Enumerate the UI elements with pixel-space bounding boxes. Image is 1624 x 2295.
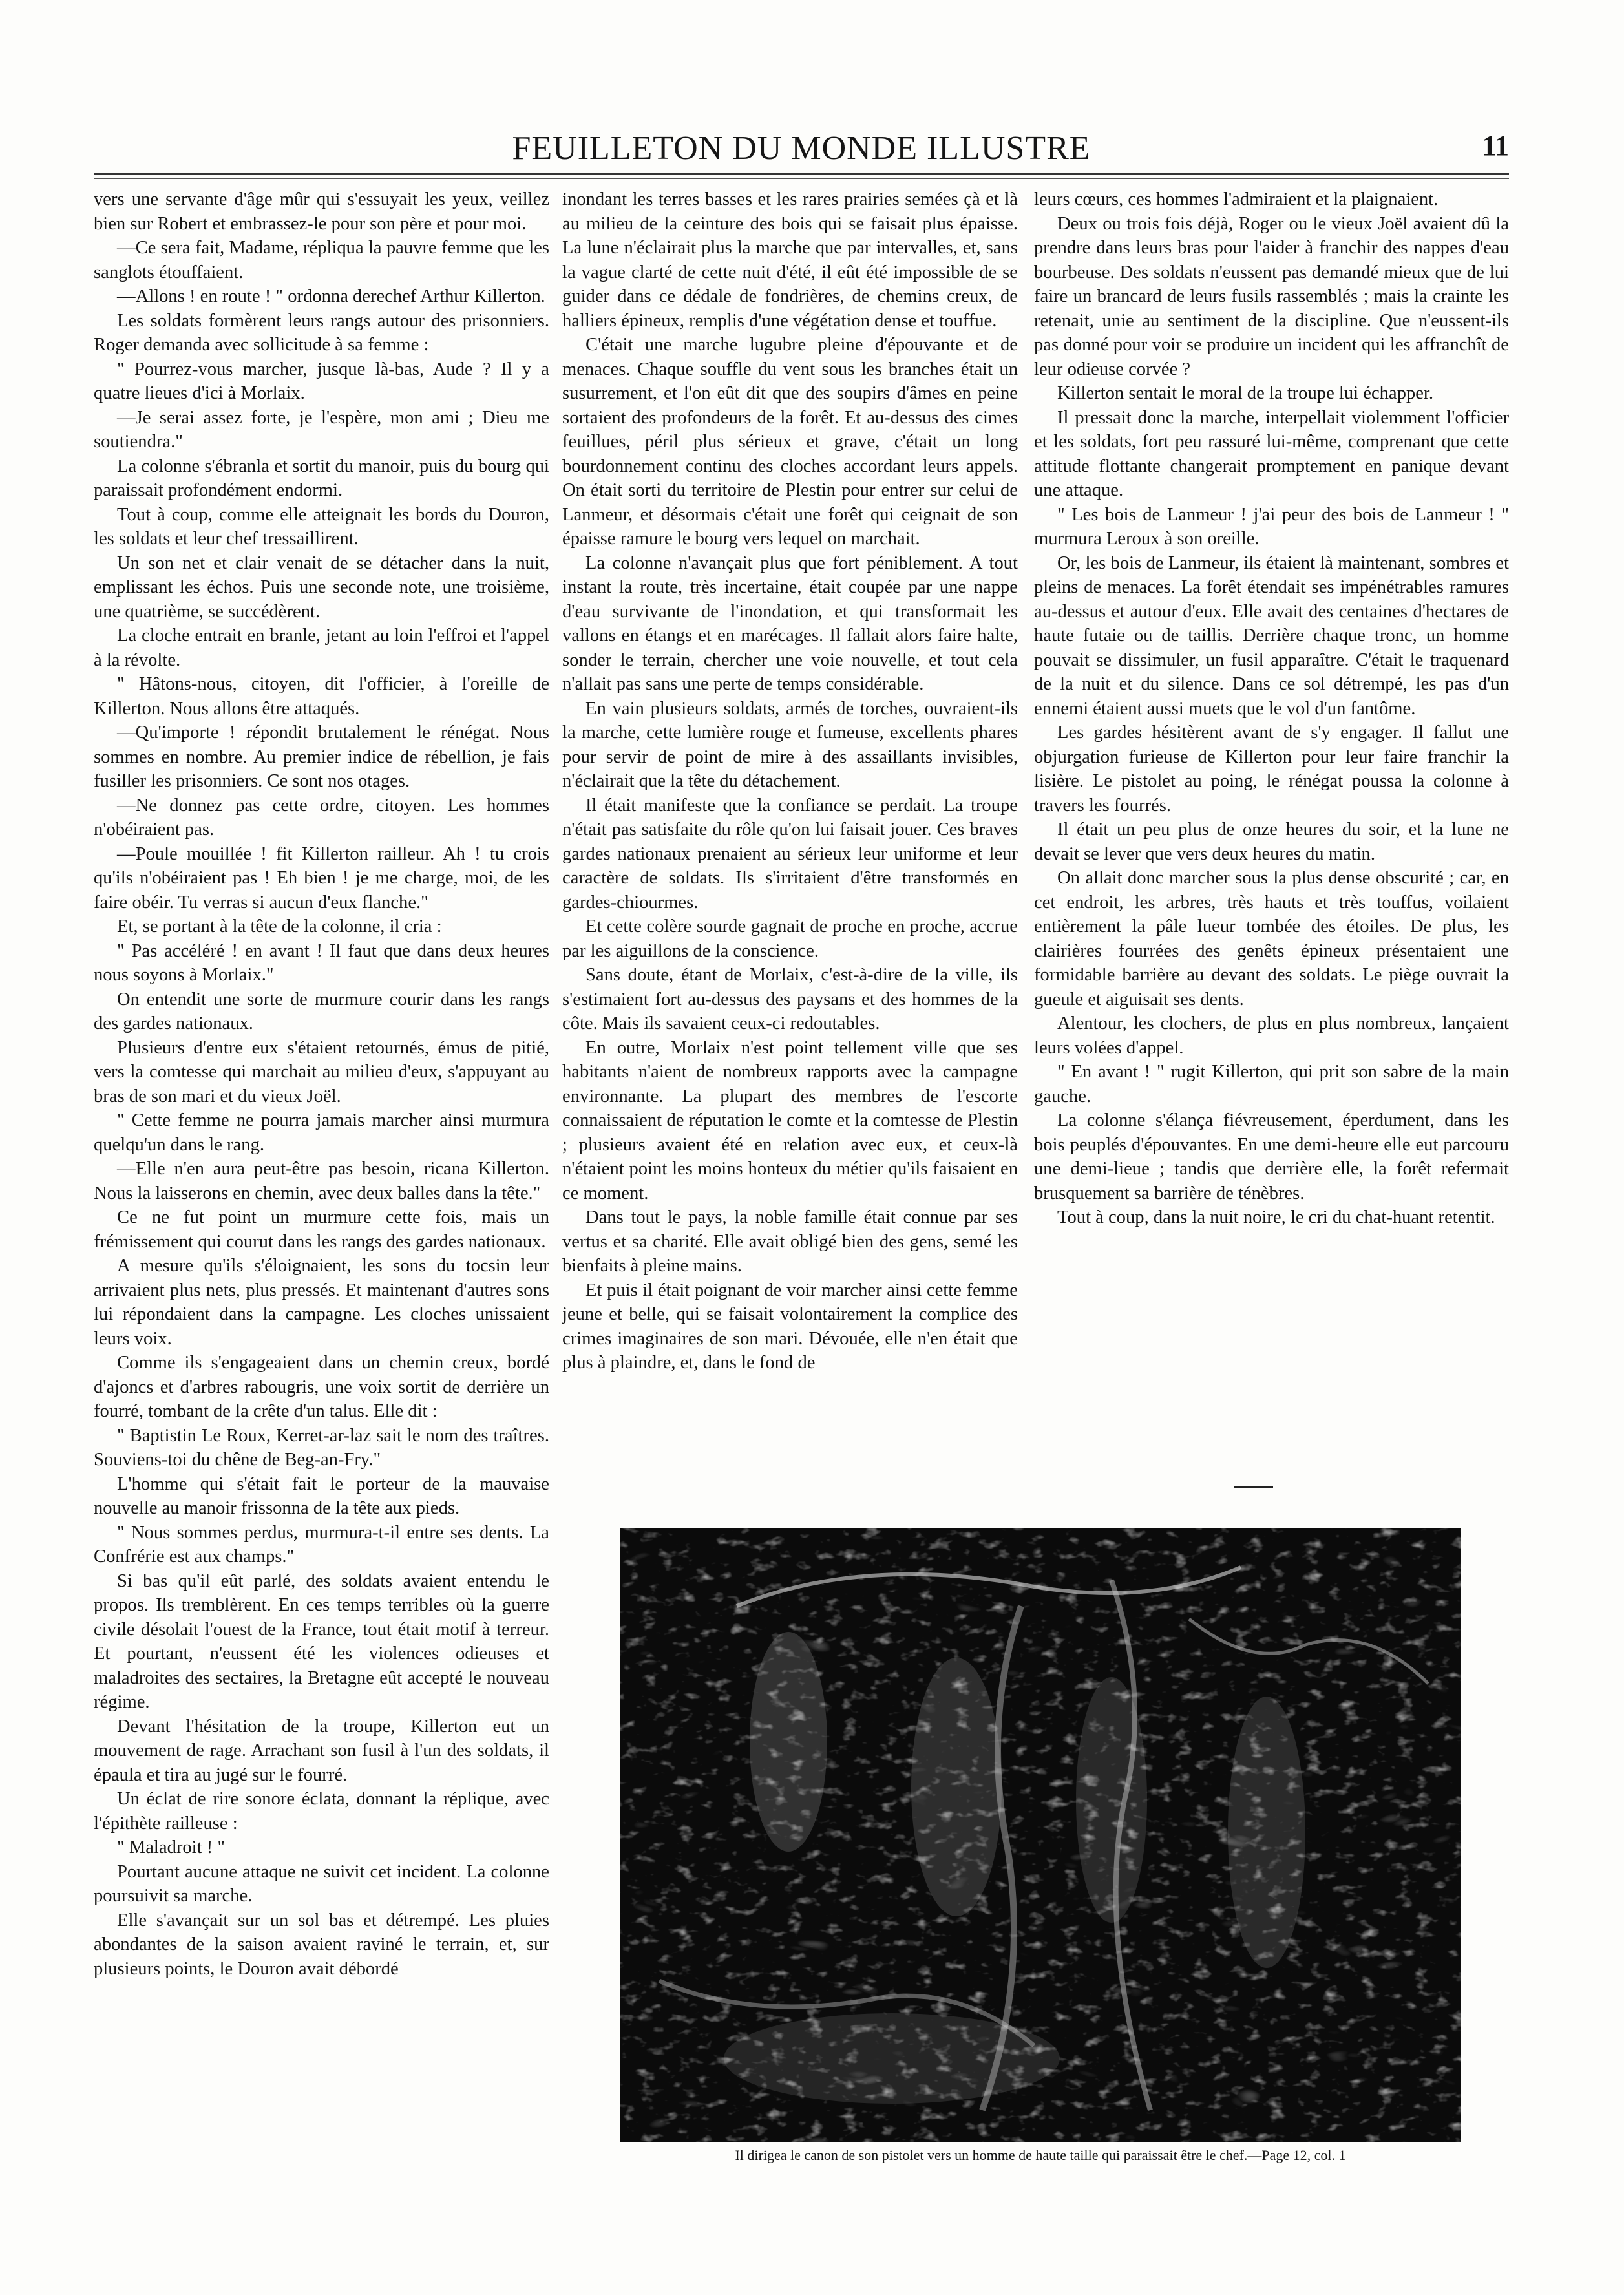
paragraph: " Les bois de Lanmeur ! j'ai peur des bois de Lanmeur ! " murmura Leroux à son oreille.	[1034, 504, 1509, 549]
paragraph: " Cette femme ne pourra jamais marcher ainsi murmura quelqu'un dans le rang.	[94, 1110, 549, 1155]
paragraph: L'homme qui s'était fait le porteur de la mauvaise nouvelle au manoir frissonna de la tête aux pieds.	[94, 1474, 549, 1518]
paragraph: Or, les bois de Lanmeur, ils étaient là maintenant, sombres et pleins de menaces. La forêt étendait ses impénétrables ramures au-dessus et autour d'eux. Elle avait des centaines d'hectares de haute futaie ou de taillis. Derrière chaque tronc, un homme pouvait se dissimuler, un fusil apparaître. C'était le traquenard de la nuit et du silence. Dans ce sol détrempé, les pas d'un ennemi étaient aussi muets que le vol d'un fantôme.	[1034, 553, 1509, 719]
paragraph: Plusieurs d'entre eux s'étaient retournés, émus de pitié, vers la comtesse qui marchait au milieu d'eux, s'appuyant au bras de son mari et du vieux Joël.	[94, 1037, 549, 1106]
paragraph: Si bas qu'il eût parlé, des soldats avaient entendu le propos. Ils tremblèrent. En ces temps terribles où la guerre civile désolait l'ouest de la France, tout était motif à terreur. Et pourtant, n'eussent été les violences odieuses et maladroites des sectaires, la Bretagne eût accepté le nouveau régime.	[94, 1571, 549, 1712]
paragraph: " Pourrez-vous marcher, jusque là-bas, Aude ? Il y a quatre lieues d'ici à Morlaix.	[94, 359, 549, 403]
paragraph: " Hâtons-nous, citoyen, dit l'officier, à l'oreille de Killerton. Nous allons être attaqués.	[94, 674, 549, 719]
paragraph: A mesure qu'ils s'éloignaient, les sons du tocsin leur arrivaient plus nets, plus pressés. Et maintenant d'autres sons lui répondaient dans la campagne. Les cloches unissaient leurs voix.	[94, 1256, 549, 1349]
paragraph: La colonne n'avançait plus que fort péniblement. A tout instant la route, très incertaine, était coupée par une nappe d'eau survivante de l'inondation, et qui transformait les vallons en étangs et en marécages. Il fallait alors faire halte, sonder le terrain, chercher une voie nouvelle, et tout cela n'allait pas sans une perte de temps considérable.	[562, 553, 1018, 694]
paragraph: —Elle n'en aura peut-être pas besoin, ricana Killerton. Nous la laisserons en chemin, avec deux balles dans la tête."	[94, 1159, 549, 1203]
paragraph: On allait donc marcher sous la plus dense obscurité ; car, en cet endroit, les arbres, très hauts et très touffus, voilaient entièrement la pâle lueur tombée des étoiles. De plus, les clairières fourrées des genêts épineux présentaient une formidable barrière au devant des soldats. Le piège ouvrait la gueule et aiguisait ses dents.	[1034, 868, 1509, 1010]
paragraph: Sans doute, étant de Morlaix, c'est-à-dire de la ville, ils s'estimaient fort au-dessus des paysans et des hommes de la côte. Mais ils savaient ceux-ci redoutables.	[562, 965, 1018, 1033]
paragraph: Tout à coup, dans la nuit noire, le cri du chat-huant retentit.	[1057, 1207, 1495, 1227]
paragraph: " Nous sommes perdus, murmura-t-il entre ses dents. La Confrérie est aux champs."	[94, 1522, 549, 1567]
header-rule	[94, 173, 1509, 175]
paragraph: La colonne s'élança fiévreusement, éperdument, dans les bois peuplés d'épouvantes. En une demi-heure elle eut parcouru une demi-lieue ; tandis que derrière elle, la forêt refermait brusquement sa barrière de ténèbres.	[1034, 1110, 1509, 1203]
paragraph: En outre, Morlaix n'est point tellement ville que ses habitants n'aient de nombreux rapports avec la campagne environnante. La plupart des membres de l'escorte connaissaient de réputation le comte et la comtesse de Plestin ; plusieurs avaient été en relation avec eux, et ceux-là n'étaient point les moins honteux du métier qu'ils faisaient en ce moment.	[562, 1037, 1018, 1203]
paragraph: Un éclat de rire sonore éclata, donnant la réplique, avec l'épithète railleuse :	[94, 1789, 549, 1834]
text-column-1	[94, 187, 549, 1981]
paragraph: Les soldats formèrent leurs rangs autour des prisonniers. Roger demanda avec sollicitude à sa femme :	[94, 310, 549, 355]
paragraph: Elle s'avançait sur un sol bas et détrempé. Les pluies abondantes de la saison avaient raviné le terrain, et, sur plusieurs points, le Douron avait débordé	[94, 1910, 549, 1979]
paragraph: " Baptistin Le Roux, Kerret-ar-laz sait le nom des traîtres. Souviens-toi du chêne de Beg-an-Fry."	[94, 1425, 549, 1470]
paragraph: La cloche entrait en branle, jetant au loin l'effroi et l'appel à la révolte.	[94, 626, 549, 670]
engraving-illustration	[620, 1528, 1461, 2142]
paragraph: Alentour, les clochers, de plus en plus nombreux, lançaient leurs volées d'appel.	[1034, 1013, 1509, 1058]
paragraph: C'était une marche lugubre pleine d'épouvante et de menaces. Chaque souffle du vent sous les branches était un susurrement, et l'on eût dit que des soupirs d'âmes en peine sortaient des profondeurs de la forêt. Et au-dessus des cimes feuillues, péril plus sérieux et grave, c'était un long bourdonnement continu des cloches accordant leurs appels. On était sorti du territoire de Plestin pour entrer sur celui de Lanmeur, et désormais c'était une forêt qui ceignait de son épaisse ramure le bourg vers lequel on marchait.	[562, 335, 1018, 549]
paragraph: inondant les terres basses et les rares prairies semées çà et là au milieu de la ceinture des bois qui se faisait plus épaisse. La lune n'éclairait plus la marche que par intervalles, et, sans la vague clarté de cette nuit d'été, il eût été impossible de se guider dans ce dédale de fondrières, de chemins creux, de halliers épineux, remplis d'une végétation dense et touffue.	[562, 189, 1018, 331]
paragraph: Devant l'hésitation de la troupe, Killerton eut un mouvement de rage. Arrachant son fusil à l'un des soldats, il épaula et tira au jugé sur le fourré.	[94, 1716, 549, 1785]
paragraph: Tout à coup, comme elle atteignait les bords du Douron, les soldats et leur chef tressaillirent.	[94, 504, 549, 549]
paragraph: Il était un peu plus de onze heures du soir, et la lune ne devait se lever que vers deux heures du matin.	[1034, 820, 1509, 864]
paragraph: Pourtant aucune attaque ne suivit cet incident. La colonne poursuivit sa marche.	[94, 1861, 549, 1906]
page-header	[94, 129, 1509, 168]
paragraph: La colonne s'ébranla et sortit du manoir, puis du bourg qui paraissait profondément endormi.	[94, 456, 549, 500]
paragraph: Dans tout le pays, la noble famille était connue par ses vertus et sa charité. Elle avait obligé bien des gens, semé les bienfaits à pleine mains.	[562, 1207, 1018, 1276]
paragraph: Un son net et clair venait de se détacher dans la nuit, emplissant les échos. Puis une seconde note, une troisième, une quatrième, se succédèrent.	[94, 553, 549, 622]
paragraph: On entendit une sorte de murmure courir dans les rangs des gardes nationaux.	[94, 989, 549, 1033]
page-number: 11	[1482, 130, 1509, 162]
paragraph: —Ce sera fait, Madame, répliqua la pauvre femme que les sanglots étouffaient.	[94, 238, 549, 282]
paragraph: Et, se portant à la tête de la colonne, il cria :	[117, 916, 442, 936]
paragraph: —Je serai assez forte, je l'espère, mon ami ; Dieu me soutiendra."	[94, 407, 549, 452]
section-separator	[1234, 1486, 1273, 1488]
paragraph: Ce ne fut point un murmure cette fois, mais un frémissement qui courut dans les rangs des gardes nationaux.	[94, 1207, 549, 1252]
paragraph: —Poule mouillée ! fit Killerton railleur. Ah ! tu crois qu'ils n'obéiraient pas ! Eh bien ! je me charge, moi, de les faire obéir. Tu verras si aucun d'eux flanche."	[94, 843, 549, 913]
paragraph: Et cette colère sourde gagnait de proche en proche, accrue par les aiguillons de la conscience.	[562, 916, 1018, 961]
paragraph: —Qu'importe ! répondit brutalement le rénégat. Nous sommes en nombre. Au premier indice de rébellion, je fais fusiller les prisonniers. Ce sont nos otages.	[94, 723, 549, 791]
paragraph: Comme ils s'engageaient dans un chemin creux, bordé d'ajoncs et d'arbres rabougris, une voix sortit de derrière un fourré, tombant de la crête d'un talus. Elle dit :	[94, 1353, 549, 1421]
paragraph: En vain plusieurs soldats, armés de torches, ouvraient-ils la marche, cette lumière rouge et fumeuse, excellents phares pour servir de point de mire à des assaillants invisibles, n'éclairait que la tête du détachement.	[562, 698, 1018, 791]
paragraph: Les gardes hésitèrent avant de s'y engager. Il fallut une objurgation furieuse de Killerton pour leur faire franchir la lisière. Le pistolet au poing, le rénégat poussa la colonne à travers les fourrés.	[1034, 723, 1509, 816]
figure-caption: Il dirigea le canon de son pistolet vers un homme de haute taille qui paraissait être le chef.—Page 12, col. 1	[735, 2147, 1346, 2163]
paragraph: Killerton sentait le moral de la troupe lui échapper.	[1057, 383, 1433, 403]
paragraph: Deux ou trois fois déjà, Roger ou le vieux Joël avaient dû la prendre dans leurs bras pour l'aider à franchir des nappes d'eau bourbeuse. Des soldats n'eussent pas demandé mieux que de lui faire un brancard de leurs fusils rassemblés ; mais la crainte les retenait, unie au sentiment de la discipline. Que n'eussent-ils pas donné pour voir se produire un incident qui les affranchît de leur odieuse corvée ?	[1034, 213, 1509, 379]
paragraph: " Pas accéléré ! en avant ! Il faut que dans deux heures nous soyons à Morlaix."	[94, 940, 549, 985]
running-title: FEUILLETON DU MONDE ILLUSTRE	[512, 130, 1091, 167]
paragraph: " En avant ! " rugit Killerton, qui prit son sabre de la main gauche.	[1034, 1062, 1509, 1106]
text-column-3	[1034, 187, 1509, 1230]
header-rule-thin	[94, 178, 1509, 179]
paragraph: Il pressait donc la marche, interpellait violemment l'officier et les soldats, fort peu rassuré lui-même, comprenant que cette attitude flottante changerait promptement en panique devant une attaque.	[1034, 407, 1509, 500]
paragraph: " Maladroit ! "	[117, 1837, 226, 1857]
paragraph: leurs cœurs, ces hommes l'admiraient et la plaignaient.	[1034, 189, 1439, 209]
text-column-2	[562, 187, 1018, 1375]
paragraph: Il était manifeste que la confiance se perdait. La troupe n'était pas satisfaite du rôle qu'on lui faisait jouer. Ces braves gardes nationaux prenaient au sérieux leur uniforme et leur caractère de soldats. Ils s'irritaient d'être transformés en gardes-chiourmes.	[562, 795, 1018, 913]
paragraph: Et puis il était poignant de voir marcher ainsi cette femme jeune et belle, qui se faisait volontairement la complice des crimes imaginaires de son mari. Dévouée, elle n'en était que plus à plaindre, et, dans le fond de	[562, 1280, 1018, 1373]
paragraph: vers une servante d'âge mûr qui s'essuyait les yeux, veillez bien sur Robert et embrassez-le pour son père et pour moi.	[94, 189, 549, 234]
paragraph: —Ne donnez pas cette ordre, citoyen. Les hommes n'obéiraient pas.	[94, 795, 549, 840]
paragraph: —Allons ! en route ! " ordonna derechef Arthur Killerton.	[117, 286, 545, 306]
